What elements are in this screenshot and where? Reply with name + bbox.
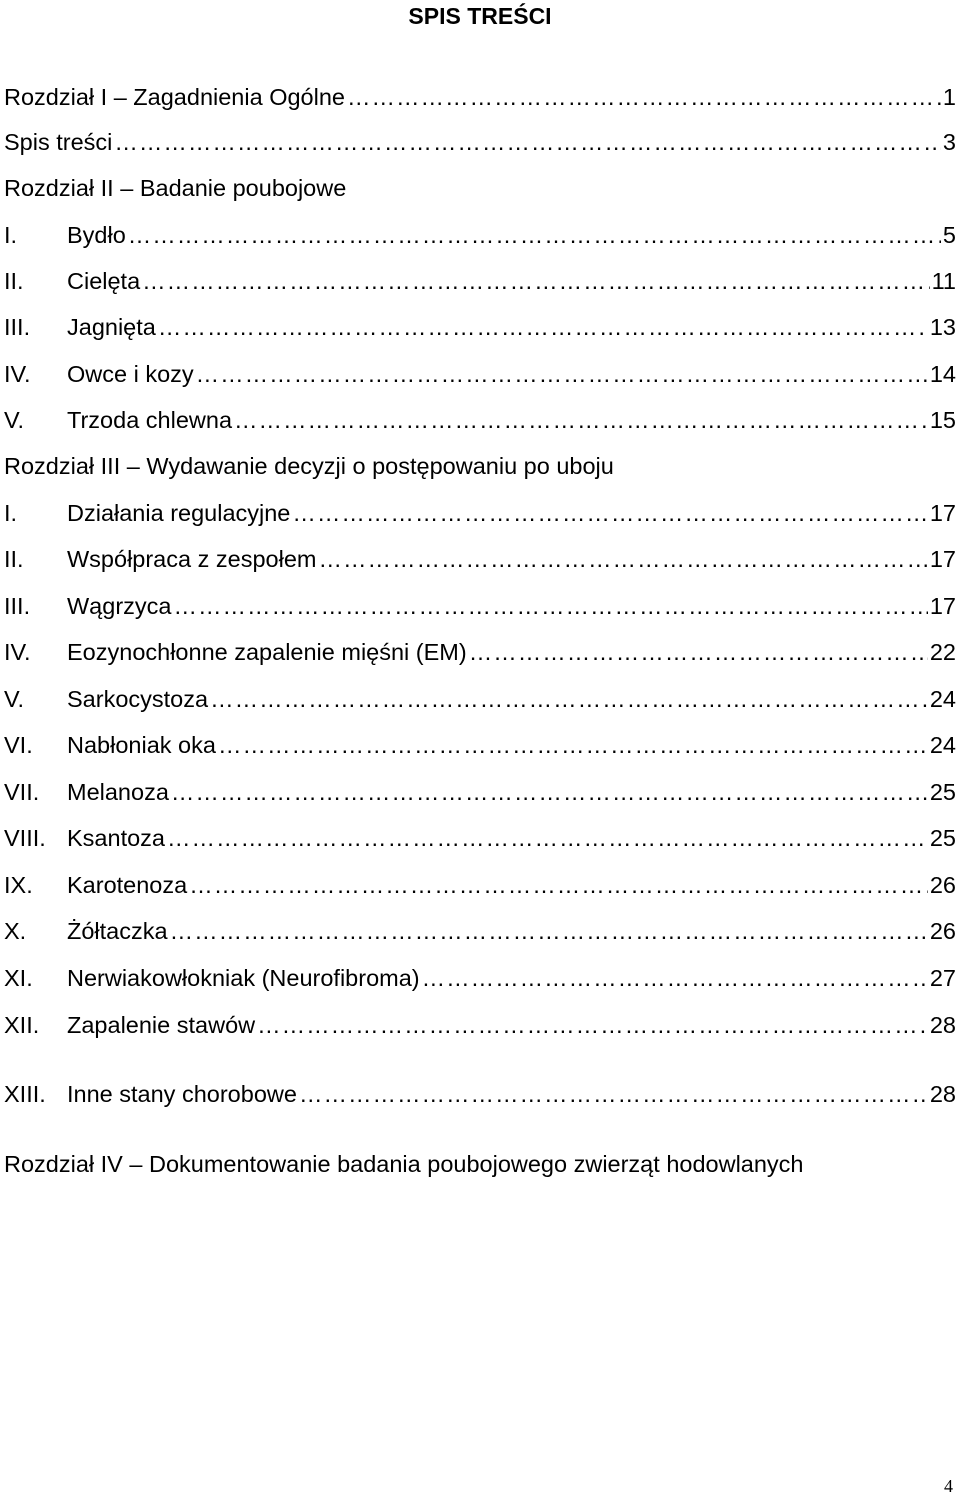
toc-entry[interactable] <box>4 730 956 760</box>
toc-entry-page: 15 <box>929 407 956 433</box>
dot-leader <box>167 823 928 853</box>
toc-entry-label: Owce i kozy <box>67 361 194 387</box>
toc-entry-label: Nerwiakowłokniak (Neurofibroma) <box>67 965 420 991</box>
toc-entry[interactable] <box>4 312 956 342</box>
toc-entry-label: Rozdział I – Zagadnienia Ogólne <box>4 84 345 110</box>
dot-leader <box>347 82 941 112</box>
dot-leader <box>318 544 927 574</box>
toc-entry-label: Inne stany chorobowe <box>67 1081 297 1107</box>
toc-entry[interactable] <box>4 266 956 296</box>
toc-entry-label: Współpraca z zespołem <box>67 546 317 572</box>
toc-entry-page: 27 <box>929 965 956 991</box>
toc-entry-number: XII. <box>4 1012 40 1038</box>
dot-leader <box>218 730 928 760</box>
toc-entry-page: 11 <box>931 268 956 294</box>
toc-entry[interactable] <box>4 405 956 435</box>
page-title: SPIS TREŚCI <box>408 3 552 29</box>
toc-entry-number: I. <box>4 222 18 248</box>
toc-entry-page: 17 <box>929 593 956 619</box>
dot-leader <box>292 498 927 528</box>
toc-entry-page: 25 <box>929 825 956 851</box>
toc-entry[interactable] <box>4 498 956 528</box>
toc-entry-number: V. <box>4 407 25 433</box>
dot-leader <box>422 963 928 993</box>
toc-entry-number: X. <box>4 918 27 944</box>
dot-leader <box>257 1010 928 1040</box>
toc-entry-label: Działania regulacyjne <box>67 500 291 526</box>
toc-entry-label: Nabłoniak oka <box>67 732 216 758</box>
dot-leader <box>158 312 928 342</box>
toc-entry-page: 24 <box>929 686 956 712</box>
dot-leader <box>114 127 941 157</box>
dot-leader <box>173 591 927 621</box>
toc-entry-number: XIII. <box>4 1081 46 1107</box>
toc-entry[interactable] <box>4 1079 956 1109</box>
toc-entry-number: IX. <box>4 872 33 898</box>
toc-entry-page: 26 <box>929 872 956 898</box>
toc-entry-number: VII. <box>4 779 40 805</box>
toc-entry-label: Trzoda chlewna <box>67 407 233 433</box>
dot-leader <box>469 637 928 667</box>
toc-entry-label: Jagnięta <box>67 314 156 340</box>
toc-entry-page: 14 <box>929 361 956 387</box>
toc-entry-chapter-1[interactable] <box>4 82 956 112</box>
toc-entry-number: III. <box>4 314 31 340</box>
toc-entry-page: 28 <box>929 1081 956 1107</box>
toc-entry-number: XI. <box>4 965 33 991</box>
dot-leader <box>142 266 929 296</box>
dot-leader <box>234 405 928 435</box>
toc-entry-page: 26 <box>929 918 956 944</box>
toc-entry-page: 17 <box>929 500 956 526</box>
toc-entry[interactable] <box>4 684 956 714</box>
toc-entry-label: Wągrzyca <box>67 593 172 619</box>
toc-entry-number: I. <box>4 500 18 526</box>
toc-entry-page: 13 <box>929 314 956 340</box>
toc-entry-number: III. <box>4 593 31 619</box>
dot-leader <box>128 220 941 250</box>
dot-leader <box>299 1079 928 1109</box>
toc-entry-number: II. <box>4 268 24 294</box>
toc-entry[interactable] <box>4 823 956 853</box>
toc-entry-page: 3 <box>942 129 956 155</box>
toc-entry[interactable] <box>4 963 956 993</box>
toc-entry[interactable] <box>4 777 956 807</box>
toc-chapter-4-heading[interactable]: Rozdział IV – Dokumentowanie badania poubojowego zwierząt hodowlanych <box>4 1151 804 1177</box>
toc-entry-label: Ksantoza <box>67 825 165 851</box>
toc-entry-number: II. <box>4 546 24 572</box>
toc-chapter-2-heading[interactable]: Rozdział II – Badanie poubojowe <box>4 175 347 201</box>
toc-entry-label: Eozynochłonne zapalenie mięśni (EM) <box>67 639 467 665</box>
page-number: 4 <box>944 1476 953 1496</box>
toc-entry-page: 24 <box>929 732 956 758</box>
toc-entry-label: Sarkocystoza <box>67 686 209 712</box>
toc-entry-label: Zapalenie stawów <box>67 1012 256 1038</box>
dot-leader <box>196 359 928 389</box>
dot-leader <box>171 777 928 807</box>
toc-entry[interactable] <box>4 591 956 621</box>
toc-entry-page: 28 <box>929 1012 956 1038</box>
toc-entry-number: VI. <box>4 732 33 758</box>
toc-entry[interactable] <box>4 1010 956 1040</box>
toc-chapter-3-heading[interactable]: Rozdział III – Wydawanie decyzji o postępowaniu po uboju <box>4 453 614 479</box>
toc-entry-contents[interactable] <box>4 127 956 157</box>
toc-entry-label: Melanoza <box>67 779 169 805</box>
toc-entry-label: Karotenoza <box>67 872 188 898</box>
toc-entry-page: 5 <box>942 222 956 248</box>
toc-entry[interactable] <box>4 870 956 900</box>
toc-entry-page: 22 <box>929 639 956 665</box>
dot-leader <box>210 684 928 714</box>
toc-entry-label: Spis treści <box>4 129 113 155</box>
toc-entry[interactable] <box>4 916 956 946</box>
toc-entry[interactable] <box>4 220 956 250</box>
toc-entry-label: Cielęta <box>67 268 141 294</box>
dot-leader <box>189 870 928 900</box>
toc-entry-number: VIII. <box>4 825 46 851</box>
toc-entry-number: IV. <box>4 361 31 387</box>
toc-entry-number: V. <box>4 686 25 712</box>
toc-entry-page: 17 <box>929 546 956 572</box>
dot-leader <box>170 916 928 946</box>
toc-entry-page: 25 <box>929 779 956 805</box>
toc-entry[interactable] <box>4 637 956 667</box>
toc-entry[interactable] <box>4 359 956 389</box>
toc-entry[interactable] <box>4 544 956 574</box>
toc-entry-label: Żółtaczka <box>67 918 168 944</box>
toc-entry-label: Bydło <box>67 222 126 248</box>
toc-entry-number: IV. <box>4 639 31 665</box>
toc-entry-page: 1 <box>942 84 956 110</box>
